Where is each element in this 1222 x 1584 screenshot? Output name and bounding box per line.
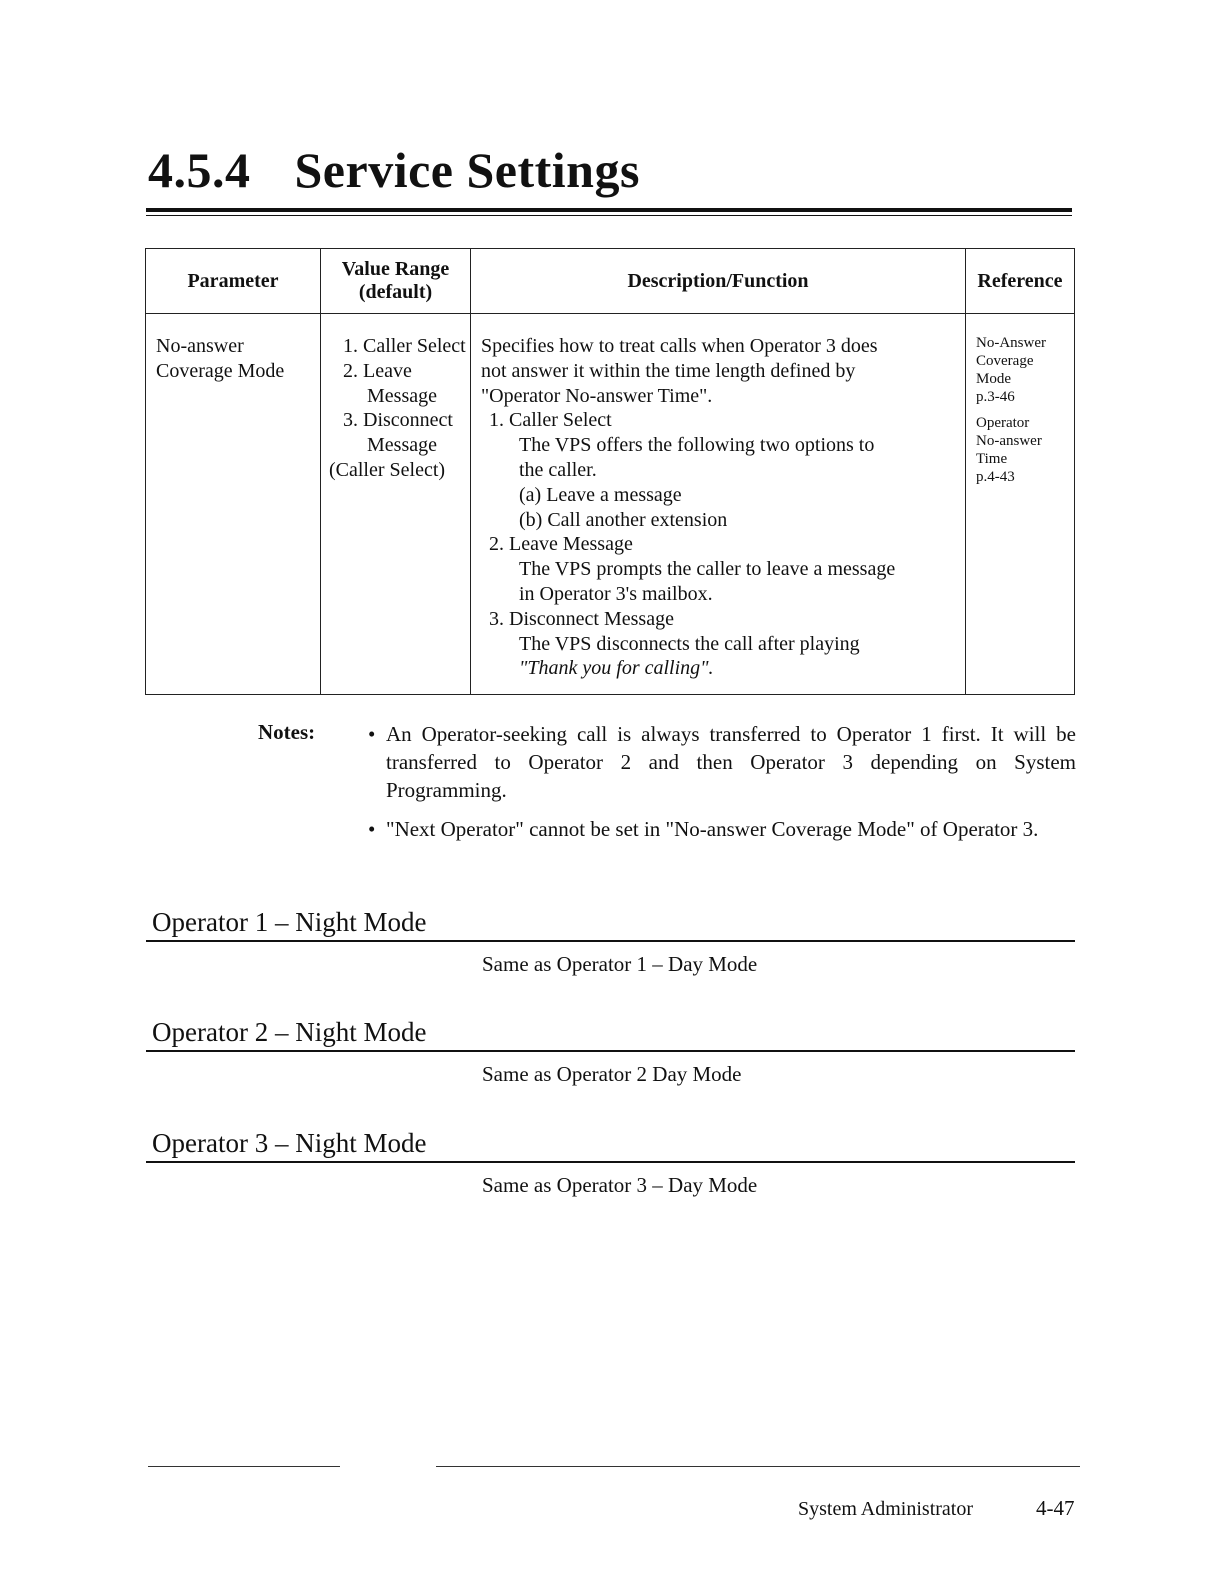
section-operator-3-night [146, 1127, 1075, 1198]
reference-page: p.4-43 [976, 469, 1015, 485]
description-intro: Specifies how to treat calls when Operator 3 does [481, 335, 878, 357]
header-value-range-default: (default) [358, 281, 433, 303]
parameter-line: No-answer [156, 335, 244, 357]
section-operator-1-night [146, 906, 1075, 977]
parameter-line: Coverage Mode [156, 359, 285, 382]
section-number: 4.5.4 [148, 142, 251, 198]
note-item [368, 815, 1076, 843]
bullet-icon: • [368, 817, 376, 841]
section-rule [146, 1050, 1075, 1052]
description-item-text: The VPS offers the following two options to [519, 434, 875, 457]
table-header-row [146, 249, 1075, 314]
description-quote: "Thank you for calling". [519, 657, 714, 680]
section-rule [146, 940, 1075, 942]
section-title: Service Settings [294, 142, 640, 198]
note-item [368, 720, 1076, 804]
table-row [146, 314, 1075, 695]
header-value-range-label: Value Range [341, 258, 450, 280]
description-item-title: 3. Disconnect Message [489, 607, 674, 630]
reference-line: Operator [976, 415, 1030, 431]
reference-link[interactable] [976, 414, 1070, 486]
description-intro: not answer it within the time length defined by [481, 359, 856, 382]
reference-line: Time [976, 451, 1008, 467]
cell-value-range [321, 314, 471, 695]
header-value-range [321, 249, 471, 314]
value-default: (Caller Select) [329, 458, 446, 481]
header-parameter: Parameter [146, 249, 321, 314]
section-text: Same as Operator 2 Day Mode [482, 1062, 742, 1086]
section-heading: Operator 1 – Night Mode [152, 907, 427, 937]
description-item-text: The VPS disconnects the call after playing [519, 632, 860, 655]
description-intro: "Operator No-answer Time". [481, 384, 713, 407]
cell-parameter [146, 314, 321, 695]
section-operator-2-night [146, 1016, 1075, 1087]
value-option: 1. Caller Select [343, 335, 466, 357]
description-option: (a) Leave a message [519, 483, 682, 506]
notes-list [368, 720, 1076, 854]
bullet-icon: • [368, 722, 376, 746]
description-item-title: 2. Leave Message [489, 533, 633, 556]
section-heading: Operator 2 – Night Mode [152, 1017, 427, 1047]
parameter-table [145, 248, 1075, 695]
description-item-text: the caller. [519, 458, 597, 481]
notes-label: Notes: [258, 720, 316, 744]
reference-line: Coverage [976, 353, 1034, 369]
section-text: Same as Operator 3 – Day Mode [482, 1173, 758, 1197]
footer-rule [148, 1466, 340, 1467]
page-number: 4-47 [1036, 1496, 1075, 1520]
note-text: "Next Operator" cannot be set in "No-answer Coverage Mode" of Operator 3. [386, 817, 1039, 841]
reference-line: No-answer [976, 433, 1042, 449]
section-rule [146, 1161, 1075, 1163]
description-item-text: in Operator 3's mailbox. [519, 582, 713, 605]
footer-title: System Administrator [798, 1498, 973, 1520]
cell-reference [966, 314, 1075, 695]
title-rule [146, 208, 1072, 212]
header-reference: Reference [966, 249, 1075, 314]
reference-line: No-Answer [976, 335, 1046, 351]
description-item-text: The VPS prompts the caller to leave a message [519, 558, 896, 581]
title-rule-thin [146, 215, 1072, 216]
description-option: (b) Call another extension [519, 508, 728, 531]
value-option: 3. Disconnect Message [343, 409, 453, 457]
reference-page: p.3-46 [976, 389, 1015, 405]
cell-description [471, 314, 966, 695]
reference-line: Mode [976, 371, 1011, 387]
value-option: 2. Leave Message [343, 359, 437, 407]
note-text: An Operator-seeking call is always transferred to Operator 1 first. It will be transferred to Operator 2 and then Operator 3 depending on System Programming. [386, 722, 1076, 802]
header-description: Description/Function [471, 249, 966, 314]
section-heading: Operator 3 – Night Mode [152, 1128, 427, 1158]
description-item-title: 1. Caller Select [489, 409, 612, 432]
footer-rule [436, 1466, 1080, 1467]
reference-link[interactable] [976, 334, 1070, 406]
section-text: Same as Operator 1 – Day Mode [482, 952, 758, 976]
page-title [148, 142, 640, 198]
